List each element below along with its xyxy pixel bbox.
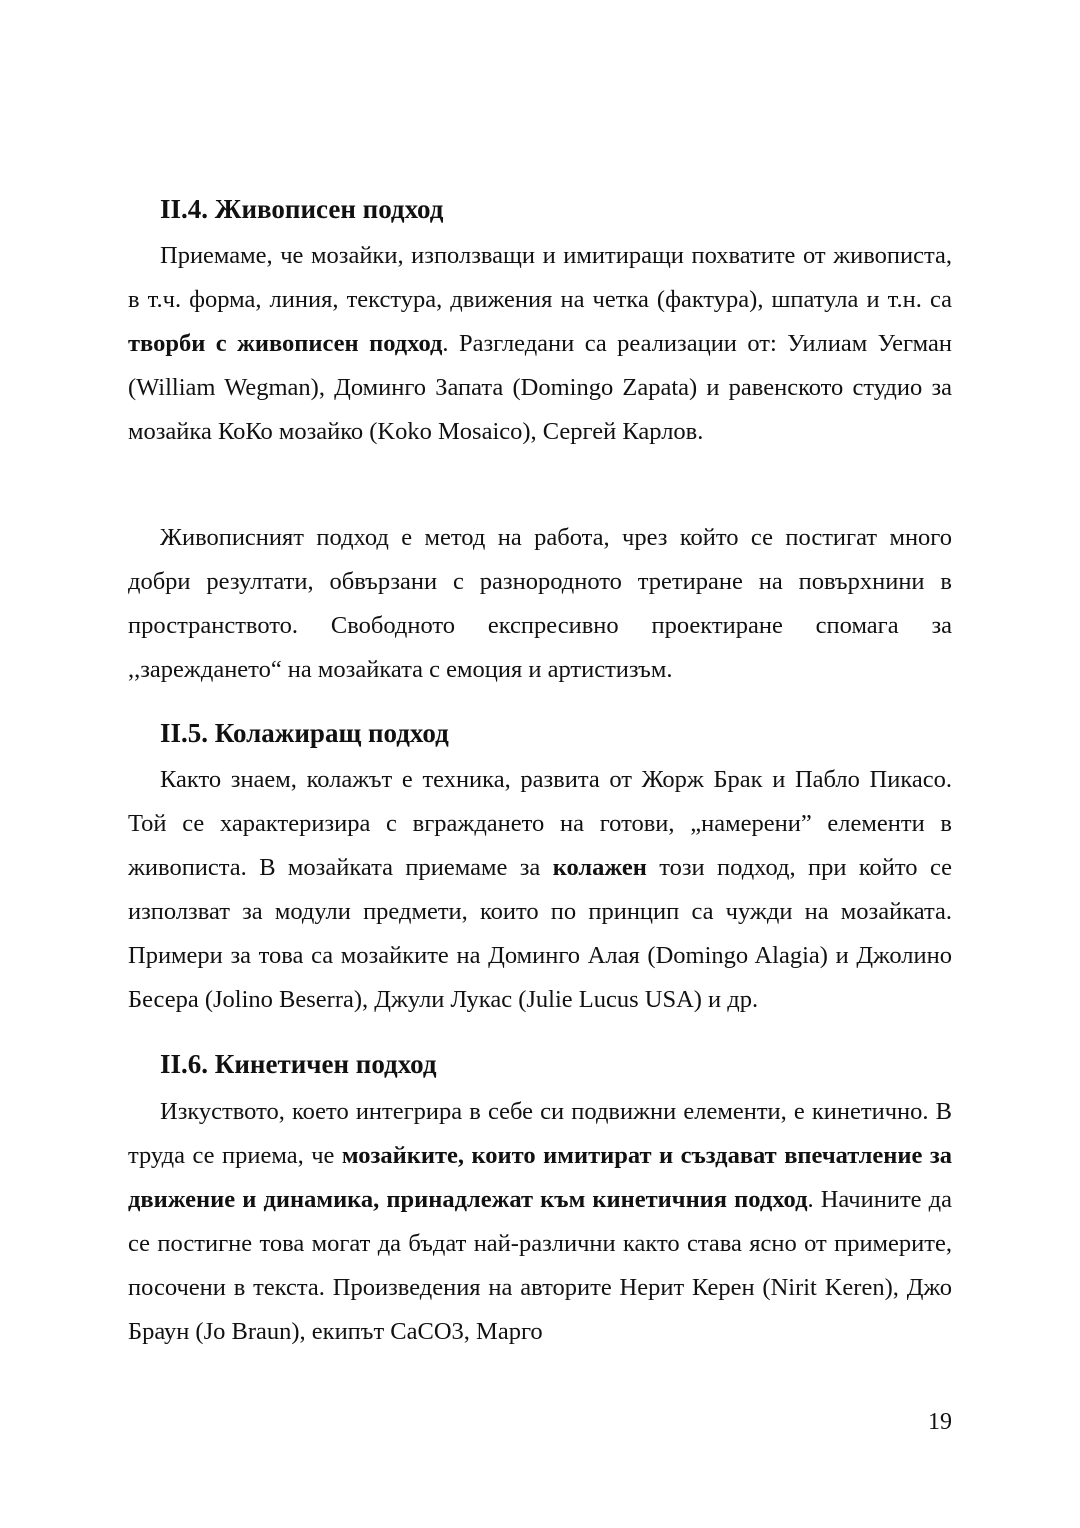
bold-term-kinetic-mosaics: мозайките, които имитират и създават впечатление за движение и динамика, принадлежат към кинетичния подход xyxy=(128,1142,952,1213)
page-number: 19 xyxy=(928,1409,952,1435)
section-heading-collage-approach: II.5. Колажиращ подход xyxy=(160,718,449,748)
paragraph-kinetic-definition xyxy=(128,1090,952,1354)
bold-term-painting-works: творби с живописен подход xyxy=(128,330,443,357)
paragraph-painting-definition xyxy=(128,234,952,454)
paragraph-text: Както знаем, колажът е техника, развита от Жорж Брак и Пабло Пикасо. Той се характеризира с вграждането на готови, „намерени” елементи в живописта. В мозайката приемаме за xyxy=(128,766,952,881)
section-heading-kinetic-approach: II.6. Кинетичен подход xyxy=(160,1049,437,1079)
paragraph-text: . Начините да се постигне това могат да бъдат най-различни както става ясно от примерите, посочени в текста. Произведения на авторите Нерит Керен (Nirit Keren), Джо Браун (Jo Braun), екипът CaCO3, Марго xyxy=(128,1186,952,1345)
paragraph-text: този подход, при който се използват за модули предмети, които по принцип са чужди на мозайката. Примери за това са мозайките на Доминго Алая (Domingo Alagia) и Джолино Бесера (Jolino Beserra), Джули Лукас (Julie Lucus USA) и др. xyxy=(128,854,952,1013)
paragraph-text: Приемаме, че мозайки, използващи и имитиращи похватите от живописта, в т.ч. форма, линия, текстура, движения на четка (фактура), шпатула и т.н. са xyxy=(128,242,952,313)
bold-term-collage: колажен xyxy=(552,854,647,881)
paragraph-text: . Разгледани са реализации от: Уилиам Уегман (William Wegman), Доминго Запата (Domingo Zapata) и равенското студио за мозайка КоКо мозайко (Koko Mosaico), Сергей Карлов. xyxy=(128,330,952,445)
paragraph-painting-method: Живописният подход е метод на работа, чрез който се постигат много добри резултати, обвързани с разнородното третиране на повърхнини в пространството. Свободното експресивно проектиране спомага за ,,зареждането“ на мозайката с емоция и артистизъм. xyxy=(128,524,952,683)
paragraph-collage-definition xyxy=(128,758,952,1022)
paragraph-text: Изкуството, което интегрира в себе си подвижни елементи, е кинетично. В труда се приема, че xyxy=(128,1098,952,1169)
section-heading-painting-approach: II.4. Живописен подход xyxy=(160,194,444,224)
